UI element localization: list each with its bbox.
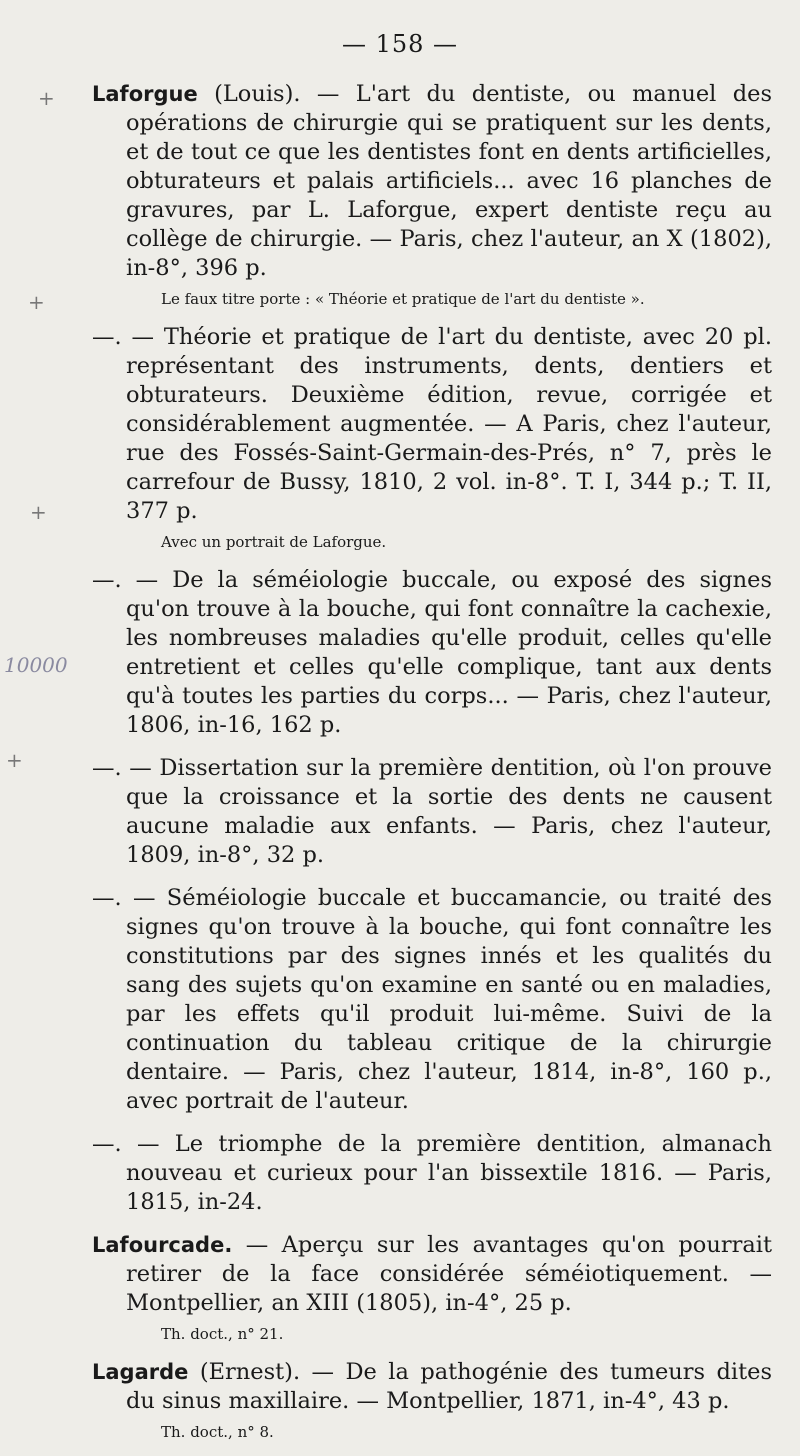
entry-text: —. — Le triomphe de la première dentition, almanach nouveau et curieux pour l'an bissextile 1816. — Paris, 1815, in-24.	[92, 1131, 772, 1215]
bibliography-entry	[92, 1231, 772, 1318]
entry-author: Lagarde	[92, 1360, 189, 1384]
entry-gap	[92, 740, 772, 754]
bibliography-entry	[92, 884, 772, 1116]
entry-text: (Ernest). — De la pathogénie des tumeurs dites du sinus maxillaire. — Montpellier, 1871, in-4°, 43 p.	[126, 1359, 772, 1414]
entry-text: (Louis). — L'art du dentiste, ou manuel des opérations de chirurgie qui se pratiquent sur les dents, et de tout ce que les dentistes font en dents artificielles, obturateurs et palais artificiels... avec 16 planches de gravures, par L. Laforgue, expert dentiste reçu au collège de chirurgie. — Paris, chez l'auteur, an X (1802), in-8°, 396 p.	[126, 81, 772, 281]
bibliography-entry	[92, 1358, 772, 1416]
entry-text: — Aperçu sur les avantages qu'on pourrait retirer de la face considérée séméiotiquement. — Montpellier, an XIII (1805), in-4°, 25 p.	[126, 1232, 772, 1316]
entry-author: Laforgue	[92, 82, 198, 106]
entry-text: —. — Séméiologie buccale et buccamancie, ou traité des signes qu'on trouve à la bouche, qui font connaître les constitutions par des signes innés et les qualités du sang des sujets qu'on examine en santé ou en maladies, par les effets qu'il produit lui-même. Suivi de la continuation du tableau critique de la chirurgie dentaire. — Paris, chez l'auteur, 1814, in-8°, 160 p., avec portrait de l'auteur.	[92, 885, 772, 1114]
entry-note: Th. doct., n° 8.	[161, 1423, 274, 1441]
margin-cross-mark: +	[6, 748, 23, 772]
bibliography-entry	[92, 323, 772, 526]
entry-text: —. — Dissertation sur la première dentition, où l'on prouve que la croissance et la sortie des dents ne causent aucune maladie aux enfants. — Paris, chez l'auteur, 1809, in-8°, 32 p.	[92, 755, 772, 868]
entry-text: —. — De la séméiologie buccale, ou exposé des signes qu'on trouve à la bouche, qui font connaître la cachexie, les nombreuses maladies qu'elle produit, celles qu'elle entretient et celles qu'elle complique, tant aux dents qu'à toutes les parties du corps... — Paris, chez l'auteur, 1806, in-16, 162 p.	[92, 567, 772, 738]
entry-note: Avec un portrait de Laforgue.	[161, 533, 387, 551]
bibliography-entry	[92, 1130, 772, 1217]
entry-note: Le faux titre porte : « Théorie et pratique de l'art du dentiste ».	[161, 290, 645, 308]
bibliography-entry	[92, 754, 772, 870]
margin-cross-mark: +	[38, 86, 55, 110]
margin-cross-mark: +	[30, 500, 47, 524]
handwritten-margin-note: 10000	[4, 653, 68, 677]
bibliography-entry	[92, 566, 772, 740]
bibliography-entries	[92, 80, 772, 1456]
entry-author: Lafourcade.	[92, 1233, 233, 1257]
entry-note: Th. doct., n° 21.	[161, 1325, 284, 1343]
entry-text: —. — Théorie et pratique de l'art du dentiste, avec 20 pl. représentant des instruments, dents, dentiers et obturateurs. Deuxième édition, revue, corrigée et considérablement augmentée. — A Paris, chez l'auteur, rue des Fossés-Saint-Germain-des-Prés, n° 7, près le carrefour de Bussy, 1810, 2 vol. in-8°. T. I, 344 p.; T. II, 377 p.	[92, 324, 772, 524]
entry-gap	[92, 870, 772, 884]
entry-gap	[92, 1217, 772, 1231]
page-number: — 158 —	[341, 30, 459, 58]
entry-gap	[92, 1116, 772, 1130]
margin-cross-mark: +	[28, 290, 45, 314]
bibliography-entry	[92, 80, 772, 283]
